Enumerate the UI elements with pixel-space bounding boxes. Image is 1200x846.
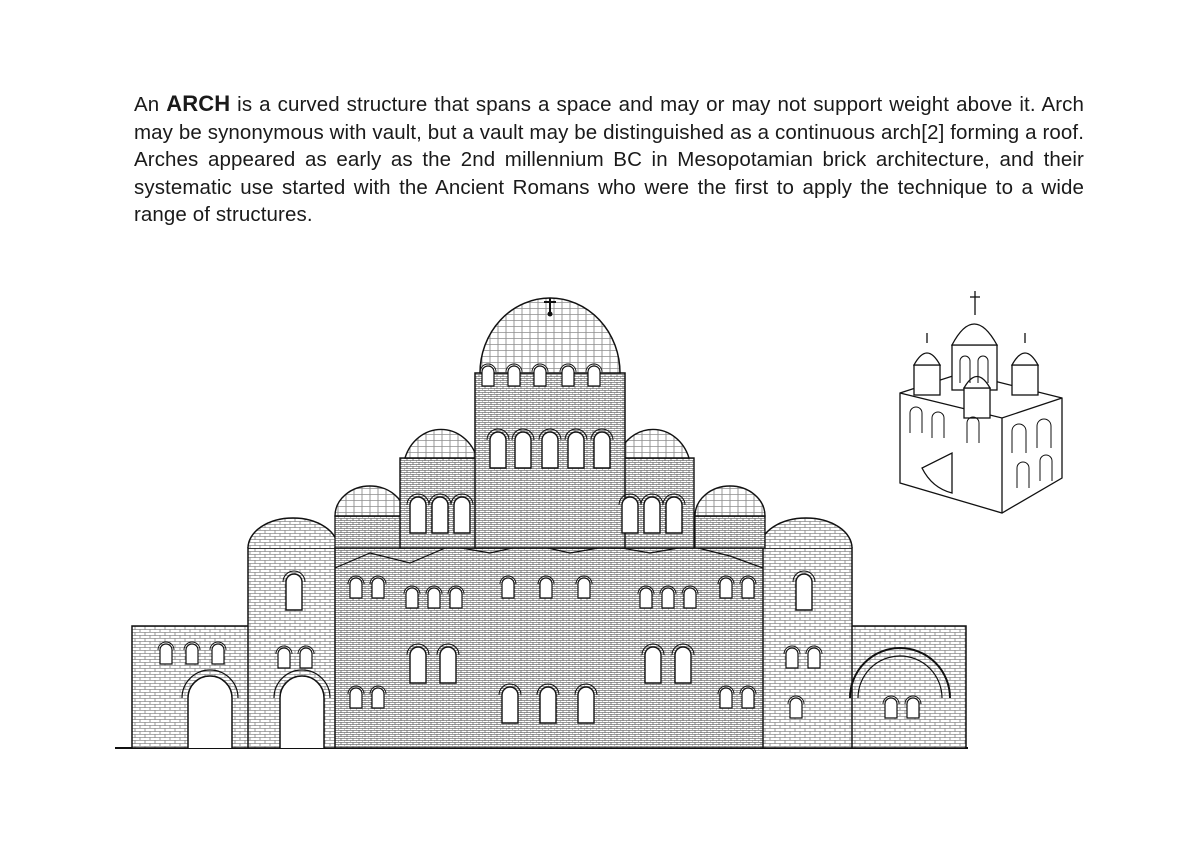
cathedral-axonometric-icon (892, 283, 1072, 518)
intro-text: An (134, 93, 167, 116)
arch-description (134, 90, 1084, 229)
arch-term: ARCH (166, 91, 231, 116)
cathedral-elevation-icon (110, 278, 970, 753)
body-text: is a curved structure that spans a space and may or may not support weight above it. Arch may be synonymous with vault, but a vault may be distinguished as a continuous arch[2] forming a roof. Arches appeared as early as the 2nd millennium BC in Mesopotamian brick architecture, and their systematic use started with the Ancient Romans who were the first to apply the technique to a wide range of structures. (134, 93, 1085, 226)
